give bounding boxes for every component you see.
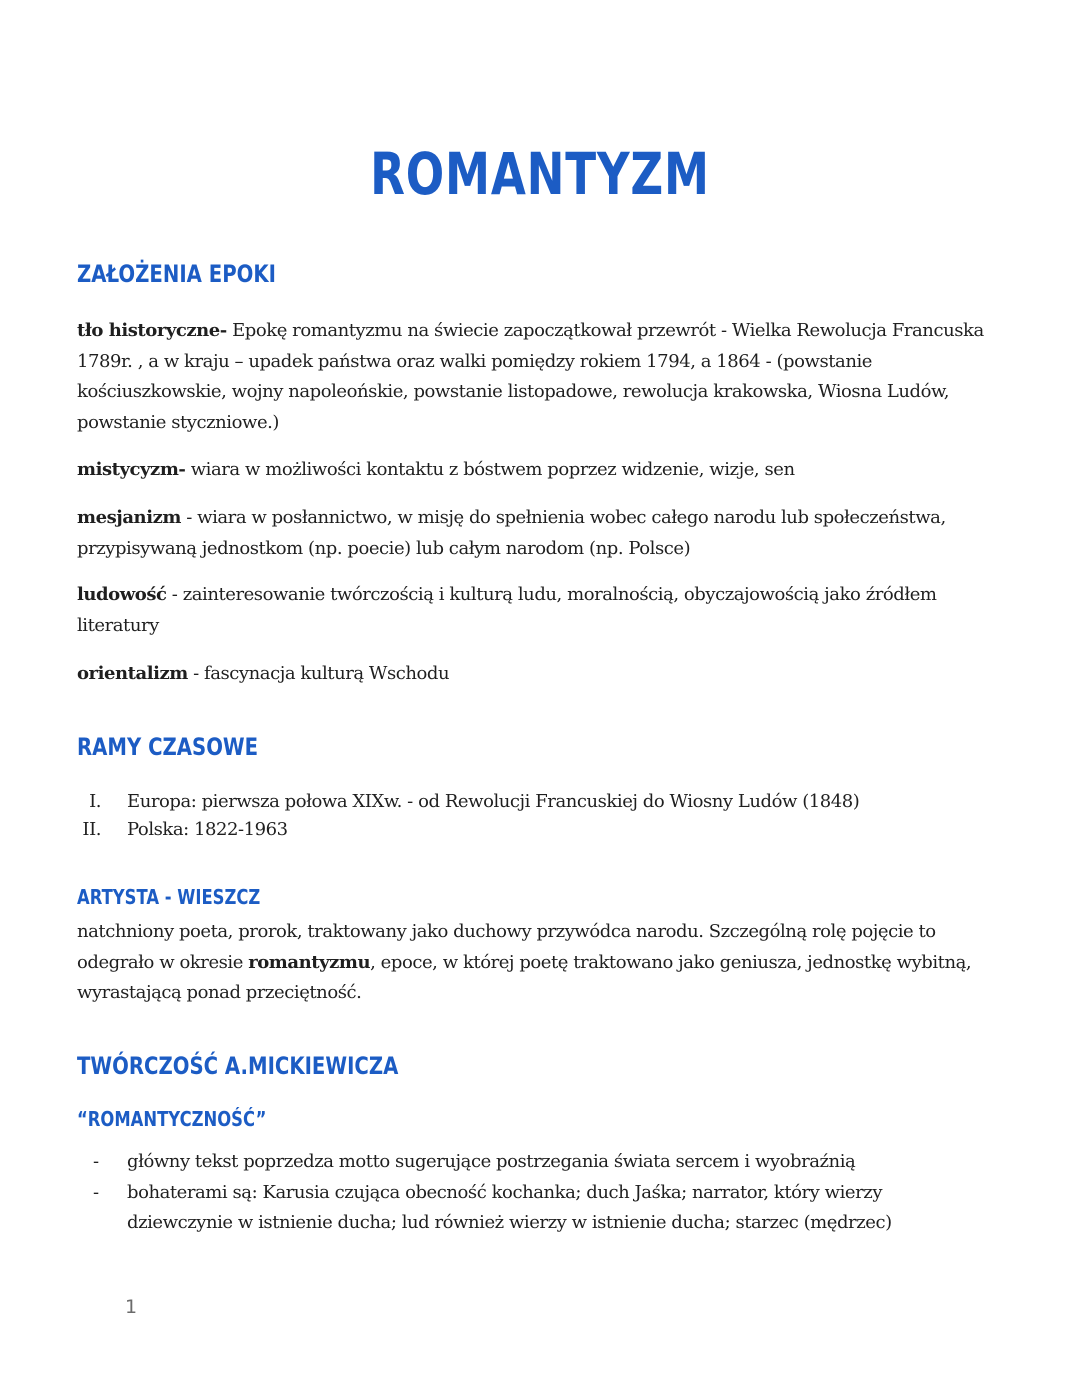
list-item-text: bohaterami są: Karusia czująca obecność kochanka; duch Jaśka; narrator, który wierzy dziewczynie w istnienie ducha; lud również wierzy w istnienie ducha; starzec (mędrzec) — [127, 1181, 892, 1233]
list-item-text: Polska: 1822-1963 — [127, 819, 288, 840]
term-definition: wiara w możliwości kontaktu z bóstwem poprzez widzenie, wizje, sen — [185, 459, 795, 480]
section-heading-tworczosc: TWÓRCZOŚĆ A.MICKIEWICZA — [77, 1052, 399, 1080]
term-mistycyzm — [77, 455, 992, 486]
term-mesjanizm — [77, 503, 992, 564]
list-marker: - — [93, 1181, 99, 1203]
list-marker: I. — [89, 791, 101, 812]
list-marker: - — [93, 1151, 99, 1172]
term-label: orientalizm — [77, 663, 188, 684]
timeframe-list — [77, 788, 992, 844]
artist-text-after: , epoce, w której poetę traktowano jako geniusza, jednostkę wybitną, wyrastającą ponad przeciętność. — [77, 951, 972, 1003]
artist-text-before: natchniony poeta, prorok, traktowany jako duchowy przywódca narodu. Szczególną rolę pojęcie to odegrało w okresie — [77, 921, 936, 973]
term-definition: - wiara w posłannictwo, w misję do spełnienia wobec całego narodu lub społeczeństwa, przypisywaną jednostkom (np. poecie) lub całym narodom (np. Polsce) — [77, 507, 946, 559]
term-label: mesjanizm — [77, 507, 181, 528]
section-heading-ramy: RAMY CZASOWE — [77, 733, 259, 761]
term-label: mistycyzm- — [77, 459, 186, 480]
list-item — [77, 1147, 992, 1178]
term-ludowosc — [77, 580, 992, 641]
term-definition: - zainteresowanie twórczością i kulturą ludu, moralnością, obyczajowością jako źródłem literatury — [77, 584, 937, 636]
list-item — [77, 816, 992, 844]
term-definition: Epokę romantyzmu na świecie zapoczątkował przewrót - Wielka Rewolucja Francuska 1789r. , a w kraju – upadek państwa oraz walki pomiędzy rokiem 1794, a 1864 - (powstanie kościuszkowskie, wojny napoleońskie, powstanie listopadowe, rewolucja krakowska, Wiosna Ludów, powstanie styczniowe.) — [77, 320, 984, 433]
term-label: tło historyczne- — [77, 320, 227, 341]
section-heading-zalozenia: ZAŁOŻENIA EPOKI — [77, 260, 276, 288]
list-item-text: główny tekst poprzedza motto sugerujące postrzegania świata sercem i wyobraźnią — [127, 1151, 856, 1172]
document-title: ROMANTYZM — [370, 140, 710, 208]
list-item — [77, 1178, 992, 1239]
section-heading-artysta: ARTYSTA - WIESZCZ — [77, 885, 261, 909]
term-orientalizm — [77, 659, 992, 690]
page-number: 1 — [125, 1296, 138, 1318]
term-label: ludowość — [77, 584, 167, 605]
term-definition: - fascynacja kulturą Wschodu — [187, 663, 450, 684]
list-item-text: Europa: pierwsza połowa XIXw. - od Rewolucji Francuskiej do Wiosny Ludów (1848) — [127, 791, 860, 812]
term-tlo-historyczne — [77, 316, 992, 438]
list-marker: II. — [82, 819, 101, 840]
list-item — [77, 788, 992, 816]
subheading-romantycznosc: “ROMANTYCZNOŚĆ” — [77, 1107, 267, 1131]
romantycznosc-list — [77, 1147, 992, 1239]
artist-text-bold: romantyzmu — [248, 951, 371, 973]
artist-definition — [77, 917, 992, 1009]
